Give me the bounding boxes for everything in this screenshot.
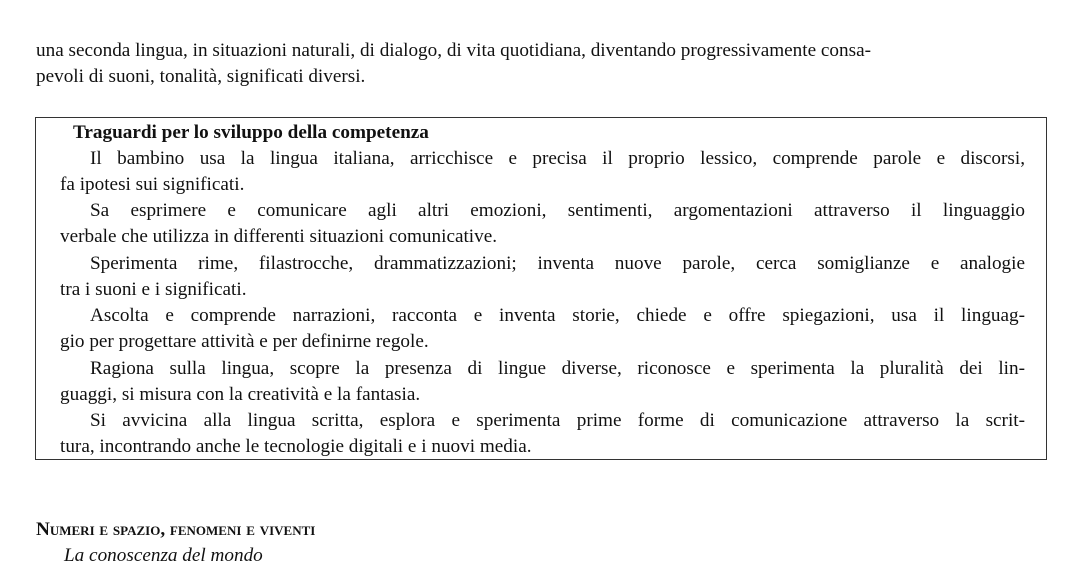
goal-paragraph-6	[60, 408, 1025, 460]
competence-goals-box	[35, 117, 1047, 460]
goal-4-line-2: gio per progettare attività e per definirne regole.	[60, 331, 429, 352]
intro-line-1: una seconda lingua, in situazioni naturali, di dialogo, di vita quotidiana, diventando progressivamente consa-	[36, 40, 871, 61]
section-subheading: La conoscenza del mondo	[64, 545, 263, 566]
goal-3-line-2: tra i suoni e i significati.	[60, 279, 247, 300]
goal-6-line-2: tura, incontrando anche le tecnologie digitali e i nuovi media.	[60, 436, 532, 457]
goal-paragraph-5	[60, 356, 1025, 408]
goal-paragraph-3	[60, 251, 1025, 303]
section-heading: Numeri e spazio, fenomeni e viventi	[36, 519, 316, 540]
intro-paragraph	[36, 38, 1050, 90]
intro-line-2: pevoli di suoni, tonalità, significati diversi.	[36, 66, 366, 87]
goal-paragraph-1	[60, 146, 1025, 198]
goal-1-line-2: fa ipotesi sui significati.	[60, 174, 245, 195]
goal-paragraph-2	[60, 198, 1025, 250]
goal-6-line-1: Si avvicina alla lingua scritta, esplora e sperimenta prime forme di comunicazione attraverso la scrit-	[90, 410, 1025, 431]
box-title: Traguardi per lo sviluppo della competenza	[73, 122, 429, 143]
goal-1-line-1: Il bambino usa la lingua italiana, arricchisce e precisa il proprio lessico, comprende parole e discorsi,	[90, 148, 1025, 169]
goal-2-line-1: Sa esprimere e comunicare agli altri emozioni, sentimenti, argomentazioni attraverso il linguaggio	[90, 200, 1025, 221]
goal-3-line-1: Sperimenta rime, filastrocche, drammatizzazioni; inventa nuove parole, cerca somiglianze e analogie	[90, 253, 1025, 274]
goal-5-line-2: guaggi, si misura con la creatività e la fantasia.	[60, 384, 421, 405]
goal-2-line-2: verbale che utilizza in differenti situazioni comunicative.	[60, 226, 498, 247]
goal-paragraph-4	[60, 303, 1025, 355]
goal-4-line-1: Ascolta e comprende narrazioni, racconta e inventa storie, chiede e offre spiegazioni, usa il linguag-	[90, 305, 1025, 326]
goal-5-line-1: Ragiona sulla lingua, scopre la presenza di lingue diverse, riconosce e sperimenta la pluralità dei lin-	[90, 358, 1025, 379]
